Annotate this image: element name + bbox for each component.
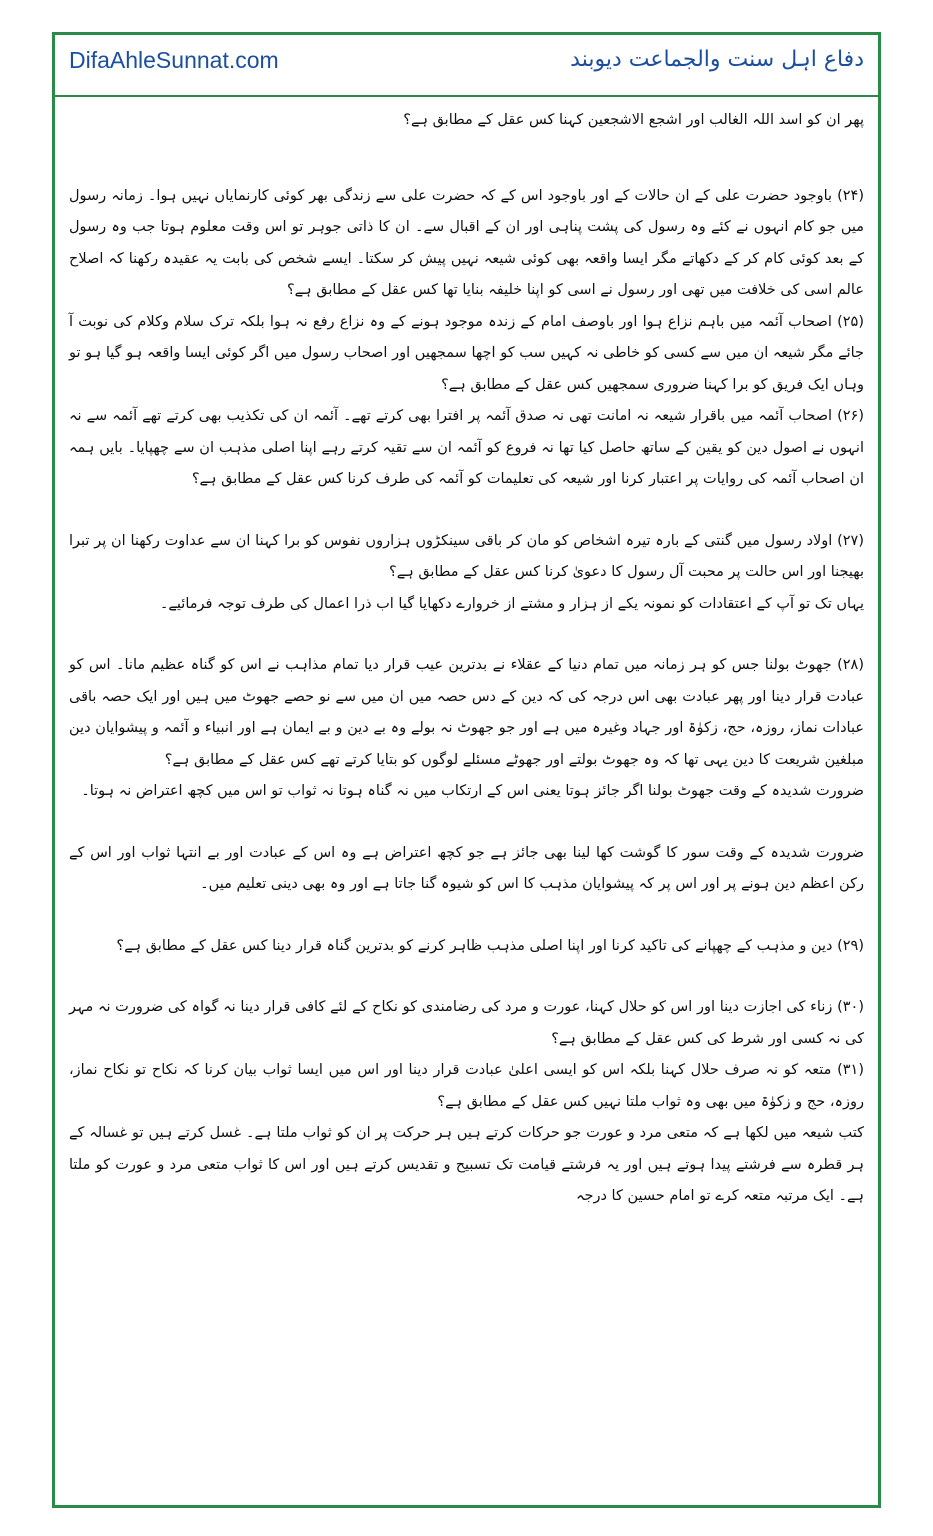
paragraph-28: (۲۸) جھوٹ بولنا جس کو ہر زمانہ میں تمام دنیا کے عقلاء نے بدترین عیب قرار دیا تمام مذاہب نے اس کو گناہ عظیم مانا۔ اس کو عبادت قرار دینا اور پھر عبادت بھی اس درجہ کی کہ دین کے دس حصہ میں ان میں سے نو حصے جھوٹ میں ہیں اور ایک حصہ باقی عبادات نماز، روزہ، حج، زکوٰۃ اور جہاد وغیرہ میں ہے اور جو جھوٹ نہ بولے وہ بے دین و بے ایمان ہے اور انبیاء و آئمہ و پیشوایان دین مبلغین شریعت کا دین یہی تھا کہ وہ جھوٹ بولتے اور جھوٹے مسئلے لوگوں کو بتایا کرتے تھے کس عقل کے مطابق ہے؟ xyxy=(69,657,864,768)
paragraph-26: (۲۶) اصحاب آئمہ میں باقرار شیعہ نہ امانت تھی نہ صدق آئمہ پر افترا بھی کرتے تھے۔ آئمہ ان کی تکذیب بھی کرتے تھے آئمہ سے نہ انہوں نے اصول دین کو یقین کے ساتھ حاصل کیا تھا نہ فروع کو آئمہ ان سے تقیہ کرتے رہے اپنا اصلی مذہب ان سے چھپایا۔ بایں ہمہ ان اصحاب آئمہ کی روایات پر اعتبار کرنا اور شیعہ کی تعلیمات کو آئمہ کی طرف کرنا کس عقل کے مطابق ہے؟ xyxy=(69,408,864,487)
paragraph-32: کتب شیعہ میں لکھا ہے کہ متعی مرد و عورت جو حرکات کرتے ہیں ہر حرکت پر ان کو ثواب ملتا ہے۔ غسل کرتے ہیں تو غسالہ کے ہر قطرہ سے فرشتے پیدا ہوتے ہیں اور یہ فرشتے قیامت تک تسبیح و تقدیس کرتے ہیں اور اس کا ثواب متعی مرد و عورت کو ملتا ہے۔ ایک مرتبہ متعہ کرے تو امام حسین کا درجہ xyxy=(69,1125,864,1204)
paragraph-30: (۳۰) زناء کی اجازت دینا اور اس کو حلال کہنا، عورت و مرد کی رضامندی کو نکاح کے لئے کافی قرار دینا نہ گواہ کی ضرورت نہ مہر کی نہ کسی اور شرط کی کس عقل کے مطابق ہے؟ xyxy=(69,999,864,1047)
site-url[interactable]: DifaAhleSunnat.com xyxy=(69,47,279,73)
paragraph-note-2: ضرورت شدیدہ کے وقت سور کا گوشت کھا لینا بھی جائز ہے جو کچھ اعتراض ہے وہ اس کے عبادت اور بے انتہا ثواب اور اس کے رکن اعظم دین ہونے پر اور اس پر کہ پیشوایان مذہب کا اس کو شیوہ گنا جاتا ہے اور وہ بھی دینی تعلیم میں۔ xyxy=(69,844,864,892)
page-header xyxy=(55,35,878,97)
document-body xyxy=(69,105,864,1213)
paragraph-transition: یہاں تک تو آپ کے اعتقادات کو نمونہ یکے از ہزار و مشتے از خروارے دکھایا گیا اب ذرا اعمال کی طرف توجہ فرمائیے۔ xyxy=(159,595,864,612)
paragraph-25: (۲۵) اصحاب آئمہ میں باہم نزاع ہوا اور باوصف امام کے زندہ موجود ہونے کے وہ نزاع رفع نہ ہوا بلکہ ترک سلام وکلام کی نوبت آ جائے مگر شیعہ ان میں سے کسی کو خاطی نہ کہیں سب کو اچھا سمجھیں اور اصحاب رسول میں اگر کوئی ایسا واقعہ ہو گیا ہو تو وہاں ایک فریق کو برا کہنا ضروری سمجھیں کس عقل کے مطابق ہے؟ xyxy=(69,313,864,393)
paragraph-note-1: ضرورت شدیدہ کے وقت جھوٹ بولنا اگر جائز ہوتا یعنی اس کے ارتکاب میں نہ گناہ ہوتا نہ ثواب تو اس میں کچھ اعتراض نہ ہوتا۔ xyxy=(81,783,864,799)
page-frame xyxy=(52,32,881,1508)
paragraph-29: (۲۹) دین و مذہب کے چھپانے کی تاکید کرنا اور اپنا اصلی مذہب ظاہر کرنے کو بدترین گناہ قرار دینا کس عقل کے مطابق ہے؟ xyxy=(116,937,864,954)
paragraph-27: (۲۷) اولاد رسول میں گنتی کے بارہ تیرہ اشخاص کو مان کر باقی سینکڑوں ہزاروں نفوس کو برا کہنا ان سے عداوت رکھنا ان پر تبرا بھیجنا اور اس حالت پر محبت آل رسول کا دعویٰ کرنا کس عقل کے مطابق ہے؟ xyxy=(69,532,864,580)
site-title: دفاع اہل سنت والجماعت دیوبند xyxy=(570,47,864,72)
paragraph-31: (۳۱) متعہ کو نہ صرف حلال کہنا بلکہ اس کو ایسی اعلیٰ عبادت قرار دینا اور اس میں ایسا ثواب بیان کرنا کہ نکاح تو نکاح نماز، روزہ، حج و زکوٰۃ میں بھی وہ ثواب ملتا نہیں کس عقل کے مطابق ہے؟ xyxy=(69,1062,864,1110)
paragraph: پھر ان کو اسد اللہ الغالب اور اشجع الاشجعین کہنا کس عقل کے مطابق ہے؟ xyxy=(403,112,864,128)
paragraph-24: (۲۴) باوجود حضرت علی کے ان حالات کے اور باوجود اس کے کہ حضرت علی سے زندگی بھر کوئی کارنمایاں نہیں ہوا۔ زمانہ رسول میں جو کام انہوں نے کئے وہ رسول کی پشت پناہی اور ان کے اقبال سے۔ ان کا ذاتی جوہر تو اس وقت معلوم ہوتا جب وہ رسول کے بعد کوئی کام کر کے دکھاتے مگر ایسا واقعہ بھی کوئی شیعہ نہیں پیش کر سکتا۔ ایسے شخص کی بابت یہ عقیدہ رکھنا کہ اصلاح عالم اسی کی خلافت میں تھی اور رسول نے اسی کو اپنا خلیفہ بنایا تھا کس عقل کے مطابق ہے؟ xyxy=(69,187,864,298)
